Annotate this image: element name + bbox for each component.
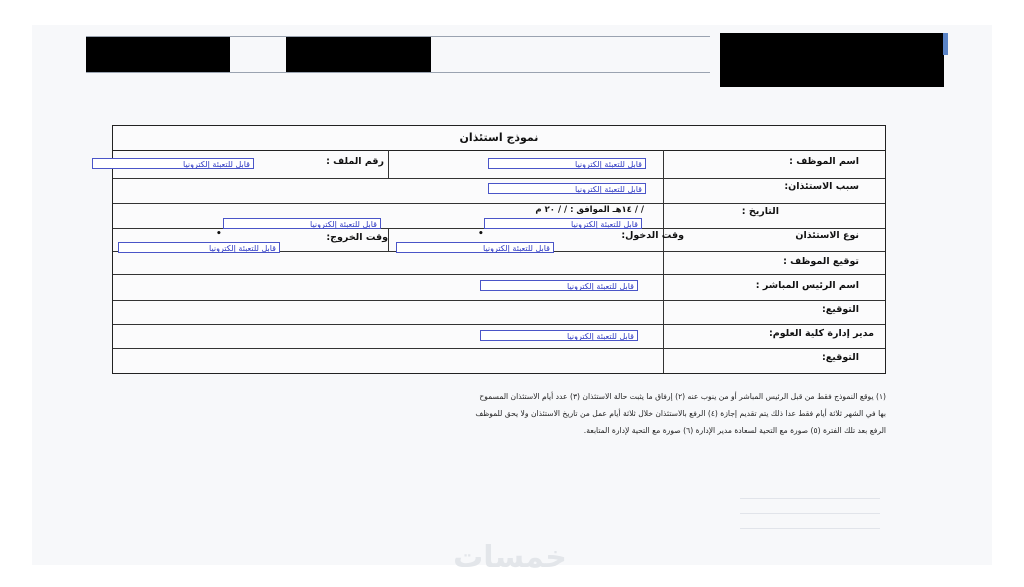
exit-time-field[interactable]: قابل للتعبئة إلكترونيا <box>118 242 280 253</box>
date-text: / / ١٤هـ الموافق : / / ٢٠ م <box>535 205 644 215</box>
row-line <box>113 203 885 204</box>
watermark-logo: خمسات <box>453 540 567 575</box>
note-line-1: (١) يوقع النموذج فقط من قبل الرئيس المباشر أو من ينوب عنه (٢) إرفاق ما يثبت حالة الاستئذان (٣) عدد أيام الاستئذان المسموح <box>479 392 886 401</box>
hijri-date-field[interactable]: قابل للتعبئة إلكترونيا <box>484 218 642 229</box>
note-line-2: بها في الشهر ثلاثة أيام فقط عدا ذلك يتم تقديم إجازة (٤) الرفع بالاستئذان خلال ثلاثة أيام عمل من تاريخ الاستئذان ولا يحق للموظف <box>475 409 886 418</box>
direct-manager-label: اسم الرئيس المباشر : <box>755 280 859 291</box>
faint-rule <box>740 528 880 529</box>
header-accent-stripe <box>943 33 948 55</box>
header-rule-bottom <box>86 72 710 73</box>
college-director-field[interactable]: قابل للتعبئة إلكترونيا <box>480 330 638 341</box>
reason-field[interactable]: قابل للتعبئة إلكترونيا <box>488 183 646 194</box>
exit-time-label: وقت الخروج: <box>326 232 388 243</box>
permission-type-label: نوع الاستئذان <box>795 230 859 241</box>
header-rule <box>86 36 710 37</box>
row-line <box>113 178 885 179</box>
exit-time-dot: • <box>216 229 222 239</box>
redacted-block-3 <box>720 33 944 87</box>
form-title: نموذج استئذان <box>113 126 885 151</box>
entry-time-label: وقت الدخول: <box>621 230 684 241</box>
row-line <box>113 348 885 349</box>
college-director-label: مدير إدارة كلية العلوم: <box>768 328 874 339</box>
label-column-divider <box>663 150 664 373</box>
row-line <box>113 300 885 301</box>
note-line-3: الرفع بعد تلك الفترة (٥) صورة مع التحية لسعادة مدير الإدارة (٦) صورة مع التحية لإدارة المتابعة. <box>583 426 886 435</box>
employee-name-label: اسم الموظف : <box>789 156 859 167</box>
redacted-block-2 <box>286 36 431 72</box>
row-line <box>113 274 885 275</box>
manager-signature-label: التوقيع: <box>821 304 859 315</box>
entry-time-field[interactable]: قابل للتعبئة إلكترونيا <box>396 242 554 253</box>
direct-manager-field[interactable]: قابل للتعبئة إلكترونيا <box>480 280 638 291</box>
file-number-label: رقم الملف : <box>326 156 384 167</box>
row1-mid-divider <box>388 150 389 178</box>
row5-mid-divider <box>388 228 389 251</box>
form-notes <box>106 388 886 439</box>
file-number-field[interactable]: قابل للتعبئة إلكترونيا <box>92 158 254 169</box>
employee-name-field[interactable]: قابل للتعبئة إلكترونيا <box>488 158 646 169</box>
faint-rule <box>740 498 880 499</box>
entry-time-dot: • <box>478 229 484 239</box>
date-label: التاريخ : <box>741 206 779 217</box>
faint-rule <box>740 513 880 514</box>
director-signature-label: التوقيع: <box>821 352 859 363</box>
employee-signature-label: توقيع الموظف : <box>783 256 859 267</box>
reason-label: سبب الاستئذان: <box>784 181 859 192</box>
row-line <box>113 324 885 325</box>
redacted-block-1 <box>86 36 230 72</box>
gregorian-date-field[interactable]: قابل للتعبئة إلكترونيا <box>223 218 381 229</box>
